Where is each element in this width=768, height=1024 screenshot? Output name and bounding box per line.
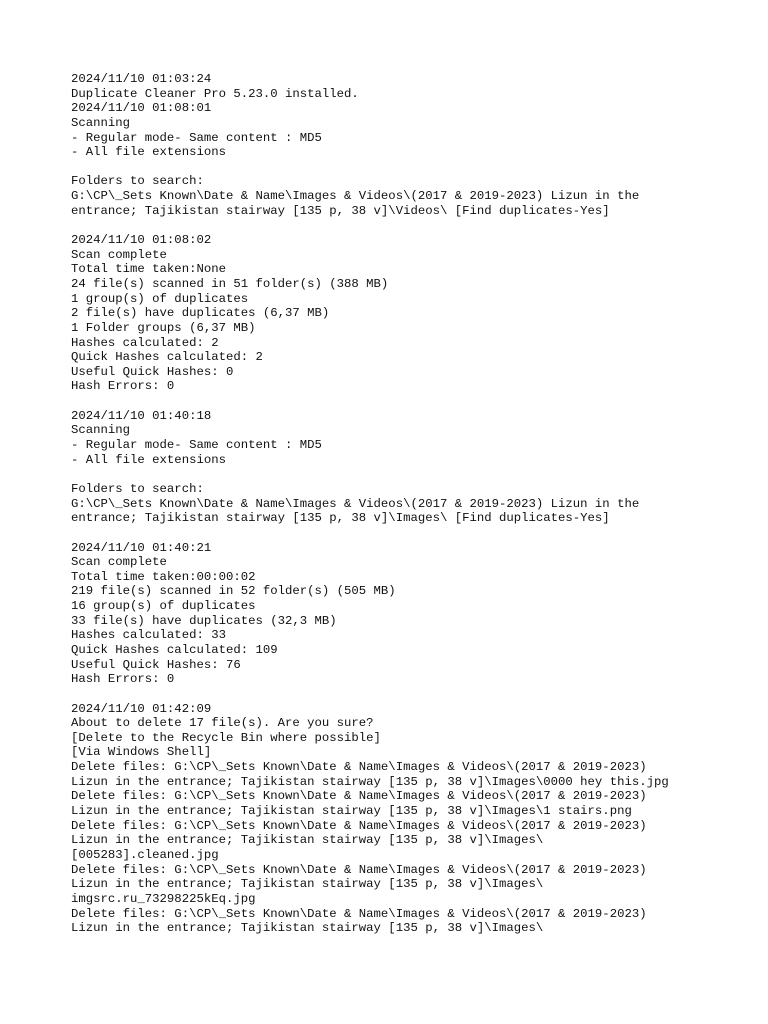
log-line: Lizun in the entrance; Tajikistan stairway [135 p, 38 v]\Images\0000 hey this.jpg: [71, 774, 669, 789]
log-line: Scanning: [71, 115, 131, 130]
log-line: 1 group(s) of duplicates: [71, 291, 249, 306]
log-line: Quick Hashes calculated: 109: [71, 642, 278, 657]
log-line: G:\CP\_Sets Known\Date & Name\Images & Videos\(2017 & 2019-2023) Lizun in the: [71, 496, 640, 511]
log-line: Scan complete: [71, 247, 167, 262]
log-line: 2024/11/10 01:42:09: [71, 701, 212, 716]
log-line: entrance; Tajikistan stairway [135 p, 38 v]\Images\ [Find duplicates-Yes]: [71, 511, 610, 526]
log-line: Hashes calculated: 2: [71, 335, 219, 350]
log-line: 2024/11/10 01:08:02: [71, 233, 212, 248]
log-line: Delete files: G:\CP\_Sets Known\Date & Name\Images & Videos\(2017 & 2019-2023): [71, 818, 647, 833]
log-text-block: [71, 72, 751, 936]
log-line: - Regular mode- Same content : MD5: [71, 438, 322, 453]
log-line: 2024/11/10 01:40:21: [71, 540, 212, 555]
log-line: Folders to search:: [71, 481, 204, 496]
log-line: Scan complete: [71, 555, 167, 570]
log-line: - All file extensions: [71, 452, 226, 467]
log-line: [71, 467, 751, 482]
log-line: Delete files: G:\CP\_Sets Known\Date & Name\Images & Videos\(2017 & 2019-2023): [71, 862, 647, 877]
log-line: 2024/11/10 01:03:24: [71, 72, 212, 86]
log-line: Lizun in the entrance; Tajikistan stairway [135 p, 38 v]\Images\: [71, 877, 544, 892]
log-line: - All file extensions: [71, 145, 226, 160]
log-line: 33 file(s) have duplicates (32,3 MB): [71, 613, 337, 628]
log-line: [71, 526, 751, 541]
log-line: Total time taken:00:00:02: [71, 569, 256, 584]
log-line: About to delete 17 file(s). Are you sure?: [71, 716, 374, 731]
log-line: Delete files: G:\CP\_Sets Known\Date & Name\Images & Videos\(2017 & 2019-2023): [71, 789, 647, 804]
log-line: [Delete to the Recycle Bin where possible]: [71, 730, 381, 745]
log-line: - Regular mode- Same content : MD5: [71, 130, 322, 145]
log-line: 2024/11/10 01:40:18: [71, 408, 212, 423]
log-line: Delete files: G:\CP\_Sets Known\Date & Name\Images & Videos\(2017 & 2019-2023): [71, 906, 647, 921]
log-line: Hash Errors: 0: [71, 672, 175, 687]
log-line: Quick Hashes calculated: 2: [71, 350, 263, 365]
log-line: G:\CP\_Sets Known\Date & Name\Images & Videos\(2017 & 2019-2023) Lizun in the: [71, 189, 640, 204]
log-line: Useful Quick Hashes: 0: [71, 364, 234, 379]
log-line: [71, 394, 751, 409]
log-line: Hashes calculated: 33: [71, 628, 226, 643]
log-line: 24 file(s) scanned in 51 folder(s) (388 MB): [71, 276, 389, 291]
log-line: Lizun in the entrance; Tajikistan stairway [135 p, 38 v]\Images\1 stairs.png: [71, 804, 632, 819]
log-line: [71, 687, 751, 702]
log-line: [Via Windows Shell]: [71, 745, 212, 760]
log-line: 2 file(s) have duplicates (6,37 MB): [71, 306, 330, 321]
log-line: 16 group(s) of duplicates: [71, 599, 256, 614]
log-line: Lizun in the entrance; Tajikistan stairway [135 p, 38 v]\Images\: [71, 833, 544, 848]
log-line: Hash Errors: 0: [71, 379, 175, 394]
log-line: Lizun in the entrance; Tajikistan stairway [135 p, 38 v]\Images\: [71, 921, 544, 936]
log-line: Scanning: [71, 423, 131, 438]
log-line: 1 Folder groups (6,37 MB): [71, 320, 256, 335]
log-line: Duplicate Cleaner Pro 5.23.0 installed.: [71, 86, 359, 101]
log-line: Useful Quick Hashes: 76: [71, 657, 241, 672]
log-line: [005283].cleaned.jpg: [71, 847, 219, 862]
log-line: 219 file(s) scanned in 52 folder(s) (505 MB): [71, 584, 396, 599]
log-line: entrance; Tajikistan stairway [135 p, 38 v]\Videos\ [Find duplicates-Yes]: [71, 203, 610, 218]
log-line: 2024/11/10 01:08:01: [71, 101, 212, 116]
log-line: Delete files: G:\CP\_Sets Known\Date & Name\Images & Videos\(2017 & 2019-2023): [71, 760, 647, 775]
log-line: Folders to search:: [71, 174, 204, 189]
log-line: [71, 160, 751, 175]
log-line: [71, 218, 751, 233]
log-line: imgsrc.ru_73298225kEq.jpg: [71, 891, 256, 906]
log-line: Total time taken:None: [71, 262, 226, 277]
